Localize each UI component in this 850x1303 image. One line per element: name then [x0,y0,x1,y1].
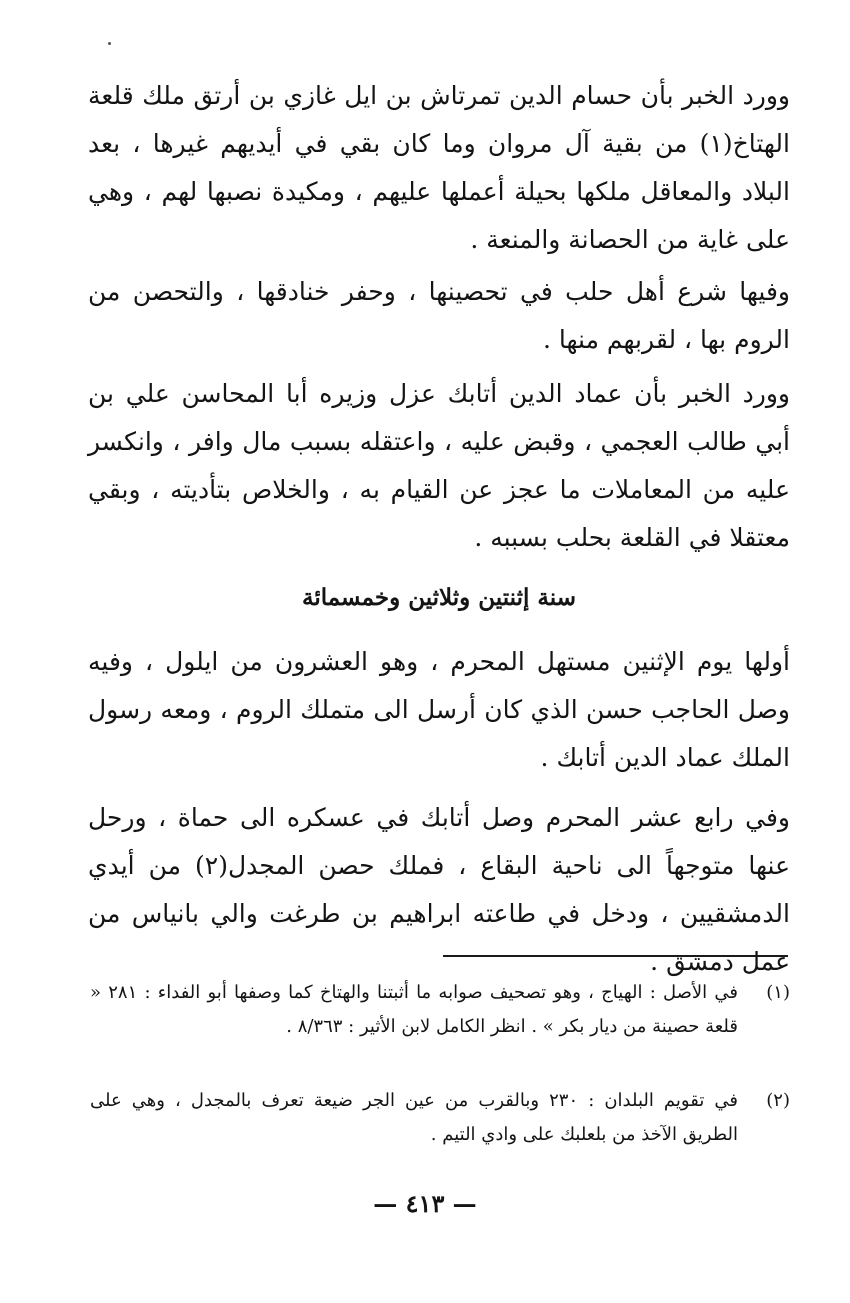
footnote-2 [90,1084,790,1152]
paper-speck [108,42,111,45]
paragraph-vizier-dismissal: وورد الخبر بأن عماد الدين أتابك عزل وزيره أبا المحاسن علي بن أبي طالب العجمي ، وقبض عليه ، واعتقله بسبب مال وافر ، وانكسر عليه من المعاملات ما عجز عن القيام به ، والخلاص بتأديته ، وبقي معتقلا في القلعة بحلب بسببه . [88,379,790,552]
page-number: — ٤١٣ — [373,1189,477,1218]
paragraph-hama-campaign: وفي رابع عشر المحرم وصل أتابك في عسكره الى حماة ، ورحل عنها متوجهاً الى ناحية البقاع ، فملك حصن المجدل(٢) من أيدي الدمشقيين ، ودخل في طاعته ابراهيم بن طرغت والي بانياس من عمل دمشق . [88,803,790,976]
paragraph-year-start: أولها يوم الإثنين مستهل المحرم ، وهو العشرون من ايلول ، وفيه وصل الحاجب حسن الذي كان أرسل الى متملك الروم ، ومعه رسول الملك عماد الدين أتابك . [88,647,790,772]
paragraph-aleppo-fortification: وفيها شرع أهل حلب في تحصينها ، وحفر خنادقها ، والتحصن من الروم بها ، لقربهم منها . [88,277,790,354]
footnote-text: في تقويم البلدان : ٢٣٠ وبالقرب من عين الجر ضيعة تعرف بالمجدل ، وهي على الطريق الآخذ من بلعلبك على وادي التيم . [90,1090,738,1145]
paragraph-hattakh-news: وورد الخبر بأن حسام الدين تمرتاش بن ايل غازي بن أرتق ملك قلعة الهتاخ(١) من بقية آل مروان وما كان بقي في أيديهم غيرها ، بعد البلاد والمعاقل ملكها بحيلة أعملها عليهم ، ومكيدة نصبها لهم ، وهي على غاية من الحصانة والمنعة . [88,81,790,254]
footnote-1 [90,976,790,1044]
footnote-separator [443,955,788,957]
footnote-text: في الأصل : الهياج ، وهو تصحيف صوابه ما أثبتنا والهتاخ كما وصفها أبو الفداء : ٢٨١ « قلعة حصينة من ديار بكر » . انظر الكامل لابن الأثير : ٨/٣٦٣ . [90,982,739,1037]
footnote-number: (٢) [766,1090,790,1111]
footnote-number: (١) [766,982,790,1003]
year-heading: سنة إثنتين وثلاثين وخمسمائة [302,584,576,611]
